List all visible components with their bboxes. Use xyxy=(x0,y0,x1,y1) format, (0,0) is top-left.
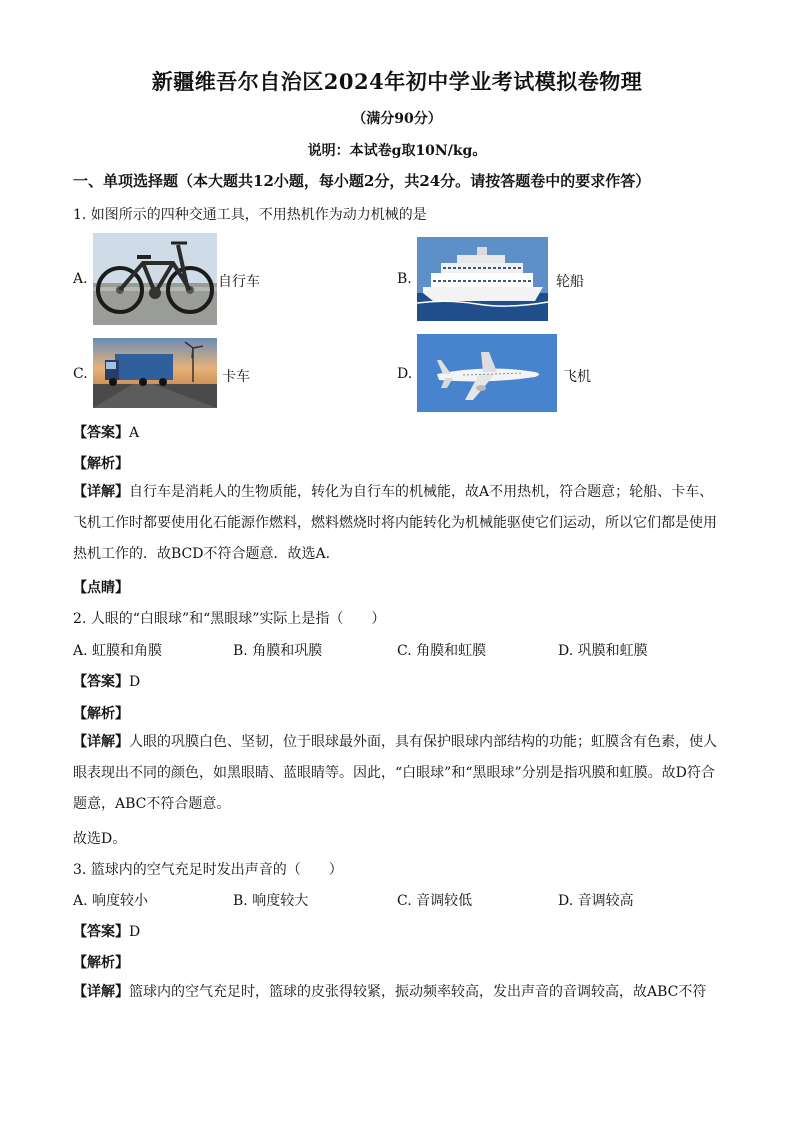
q2-option-b: B. 角膜和巩膜 xyxy=(233,643,323,659)
q2-stem: 2. 人眼的“白眼球”和“黑眼球”实际上是指（ ） xyxy=(73,611,386,627)
q2-option-c: C. 角膜和虹膜 xyxy=(397,643,487,659)
q3-option-d: D. 音调较高 xyxy=(558,893,634,909)
q1-option-c-label: 卡车 xyxy=(222,369,250,385)
score-note: （满分90分） xyxy=(352,111,442,127)
q2-conclusion: 故选D。 xyxy=(73,831,127,847)
section-heading: 一、单项选择题（本大题共12小题，每小题2分，共24分。请按答题卷中的要求作答） xyxy=(73,172,651,190)
q3-answer: 【答案】D xyxy=(73,924,141,940)
q3-option-b: B. 响度较大 xyxy=(233,893,309,909)
page-title: 新疆维吾尔自治区2024年初中学业考试模拟卷物理 xyxy=(151,69,643,94)
q1-detail: 【详解】自行车是消耗人的生物质能，转化为自行车的机械能，故A不用热机，符合题意；轮船、卡车、飞机工作时都要使用化石能源作燃料，燃料燃烧时将内能转化为机械能驱使它们运动，所以它们都是使用热机工作的．故BCD不符合题意．故选A. xyxy=(73,484,717,562)
q1-analysis: 【解析】 xyxy=(73,456,129,472)
cruise-ship-image xyxy=(417,237,548,321)
instruction: 说明：本试卷g取10N/kg。 xyxy=(307,143,487,159)
bicycle-image xyxy=(93,233,217,325)
q1-comment: 【点睛】 xyxy=(73,580,129,596)
truck-image xyxy=(93,338,217,408)
q1-option-d-label: 飞机 xyxy=(563,369,591,385)
q2-option-d: D. 巩膜和虹膜 xyxy=(558,643,648,659)
q2-analysis: 【解析】 xyxy=(73,706,129,722)
q1-option-c-letter: C. xyxy=(73,366,88,382)
q2-detail: 【详解】人眼的巩膜白色、坚韧，位于眼球最外面，具有保护眼球内部结构的功能；虹膜含有色素，使人眼表现出不同的颜色，如黑眼睛、蓝眼睛等。因此，“白眼球”和“黑眼球”分别是指巩膜和虹膜。故D符合题意，ABC不符合题意。 xyxy=(73,734,717,812)
q3-option-a: A. 响度较小 xyxy=(73,893,149,909)
q1-answer: 【答案】A xyxy=(73,425,140,441)
q1-option-a-letter: A. xyxy=(73,271,88,287)
q1-stem: 1. 如图所示的四种交通工具，不用热机作为动力机械的是 xyxy=(73,207,427,223)
q3-stem: 3. 篮球内的空气充足时发出声音的（ ） xyxy=(73,862,343,878)
q3-option-c: C. 音调较低 xyxy=(397,893,473,909)
q2-answer: 【答案】D xyxy=(73,674,141,690)
q1-option-d-letter: D. xyxy=(397,366,413,382)
q3-detail: 【详解】篮球内的空气充足时，篮球的皮张得较紧，振动频率较高，发出声音的音调较高，故ABC不符 xyxy=(73,984,707,1000)
q1-option-b-label: 轮船 xyxy=(556,274,584,290)
airplane-image xyxy=(417,334,557,412)
q3-analysis: 【解析】 xyxy=(73,955,129,971)
q2-option-a: A. 虹膜和角膜 xyxy=(73,643,163,659)
q1-option-a-label: 自行车 xyxy=(218,274,260,290)
q1-option-b-letter: B. xyxy=(397,271,412,287)
